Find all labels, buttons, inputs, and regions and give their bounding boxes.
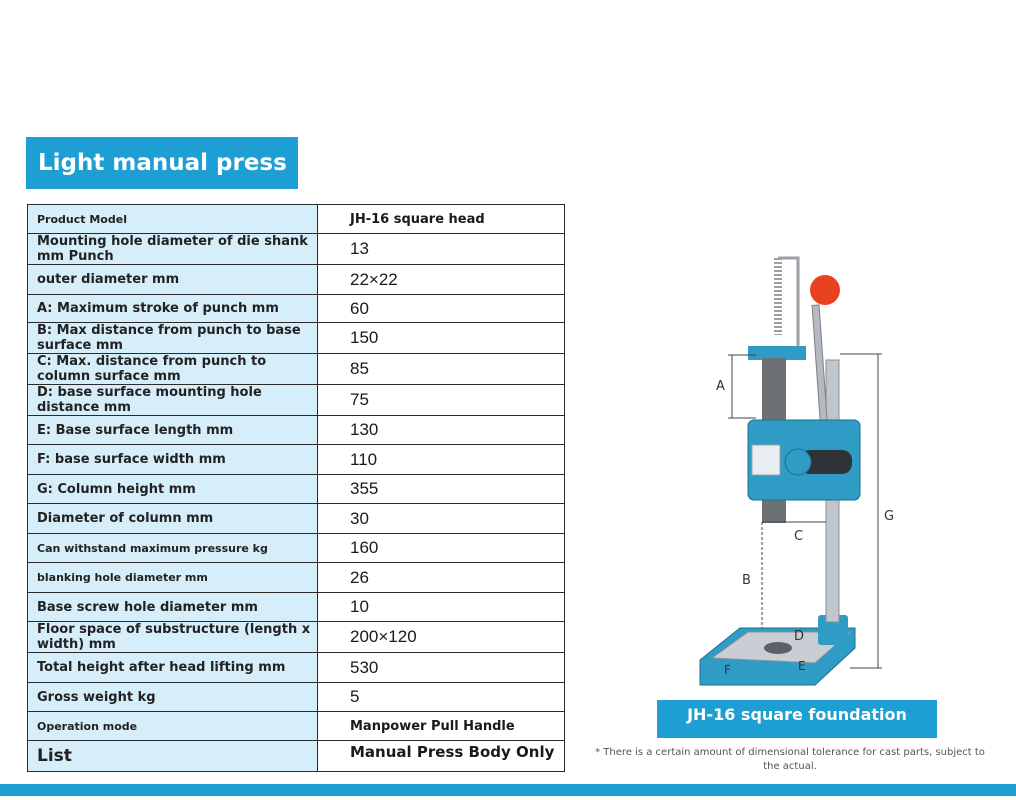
spec-value: 5 xyxy=(318,683,565,712)
spec-label: blanking hole diameter mm xyxy=(28,563,318,593)
handle-knob xyxy=(810,275,840,305)
spec-value: 150 xyxy=(318,323,565,354)
spec-label: List xyxy=(28,741,318,772)
table-row xyxy=(28,741,565,772)
table-row xyxy=(28,295,565,323)
spec-label: G: Column height mm xyxy=(28,475,318,504)
spec-value: Manpower Pull Handle xyxy=(318,712,565,741)
spec-label: outer diameter mm xyxy=(28,265,318,295)
dimension-label-f: F xyxy=(724,663,731,677)
table-row xyxy=(28,504,565,534)
table-row xyxy=(28,475,565,504)
spec-value: 13 xyxy=(318,234,565,265)
spec-label: C: Max. distance from punch to column surface mm xyxy=(28,354,318,385)
spec-value: 22×22 xyxy=(318,265,565,295)
upper-bracket xyxy=(748,346,806,360)
spec-table xyxy=(27,204,565,772)
head-label-plate xyxy=(752,445,780,475)
spec-label: Total height after head lifting mm xyxy=(28,653,318,683)
spec-value: 30 xyxy=(318,504,565,534)
table-row xyxy=(28,416,565,445)
dimension-label-e: E xyxy=(798,659,806,673)
spec-value: 110 xyxy=(318,445,565,475)
spec-value: 530 xyxy=(318,653,565,683)
table-row xyxy=(28,265,565,295)
dimension-lines xyxy=(728,354,882,668)
table-row xyxy=(28,593,565,622)
spec-value: 160 xyxy=(318,534,565,563)
spec-label: A: Maximum stroke of punch mm xyxy=(28,295,318,323)
dimension-label-b: B xyxy=(742,573,751,588)
spec-label: Diameter of column mm xyxy=(28,504,318,534)
spec-value: Manual Press Body Only xyxy=(318,741,565,772)
spec-label: Operation mode xyxy=(28,712,318,741)
blanking-hole xyxy=(764,642,792,654)
spec-label: Base screw hole diameter mm xyxy=(28,593,318,622)
table-row xyxy=(28,323,565,354)
dimension-label-a: A xyxy=(716,379,725,394)
spec-value: 26 xyxy=(318,563,565,593)
table-row xyxy=(28,534,565,563)
spec-label: E: Base surface length mm xyxy=(28,416,318,445)
table-row xyxy=(28,234,565,265)
tolerance-note: * There is a certain amount of dimensional tolerance for cast parts, subject to the actual. xyxy=(595,747,985,772)
spec-label: D: base surface mounting hole distance mm xyxy=(28,385,318,416)
table-row xyxy=(28,354,565,385)
table-row xyxy=(28,622,565,653)
spec-value: JH-16 square head xyxy=(318,205,565,234)
spec-value: 200×120 xyxy=(318,622,565,653)
table-row xyxy=(28,205,565,234)
spec-value: 10 xyxy=(318,593,565,622)
spec-value: 130 xyxy=(318,416,565,445)
page-title: Light manual press xyxy=(26,137,298,189)
table-row xyxy=(28,385,565,416)
spec-label: Product Model xyxy=(28,205,318,234)
spec-label: Can withstand maximum pressure kg xyxy=(28,534,318,563)
table-row xyxy=(28,683,565,712)
spec-label: Floor space of substructure (length x width) mm xyxy=(28,622,318,653)
manual-press-illustration xyxy=(690,250,905,695)
spec-label: F: base surface width mm xyxy=(28,445,318,475)
pinion-cap xyxy=(785,449,811,475)
dimension-label-d: D xyxy=(794,629,805,644)
spec-value: 60 xyxy=(318,295,565,323)
spec-label: Gross weight kg xyxy=(28,683,318,712)
table-row xyxy=(28,445,565,475)
spec-value: 85 xyxy=(318,354,565,385)
table-row xyxy=(28,563,565,593)
bottom-accent-bar xyxy=(0,784,1016,796)
table-row xyxy=(28,712,565,741)
table-row xyxy=(28,653,565,683)
figure-caption: JH-16 square foundation xyxy=(657,700,937,738)
dimension-label-g: G xyxy=(884,509,895,524)
dimension-label-c: C xyxy=(794,529,804,544)
spec-value: 75 xyxy=(318,385,565,416)
spec-label: Mounting hole diameter of die shank mm Punch xyxy=(28,234,318,265)
spec-label: B: Max distance from punch to base surface mm xyxy=(28,323,318,354)
spec-value: 355 xyxy=(318,475,565,504)
